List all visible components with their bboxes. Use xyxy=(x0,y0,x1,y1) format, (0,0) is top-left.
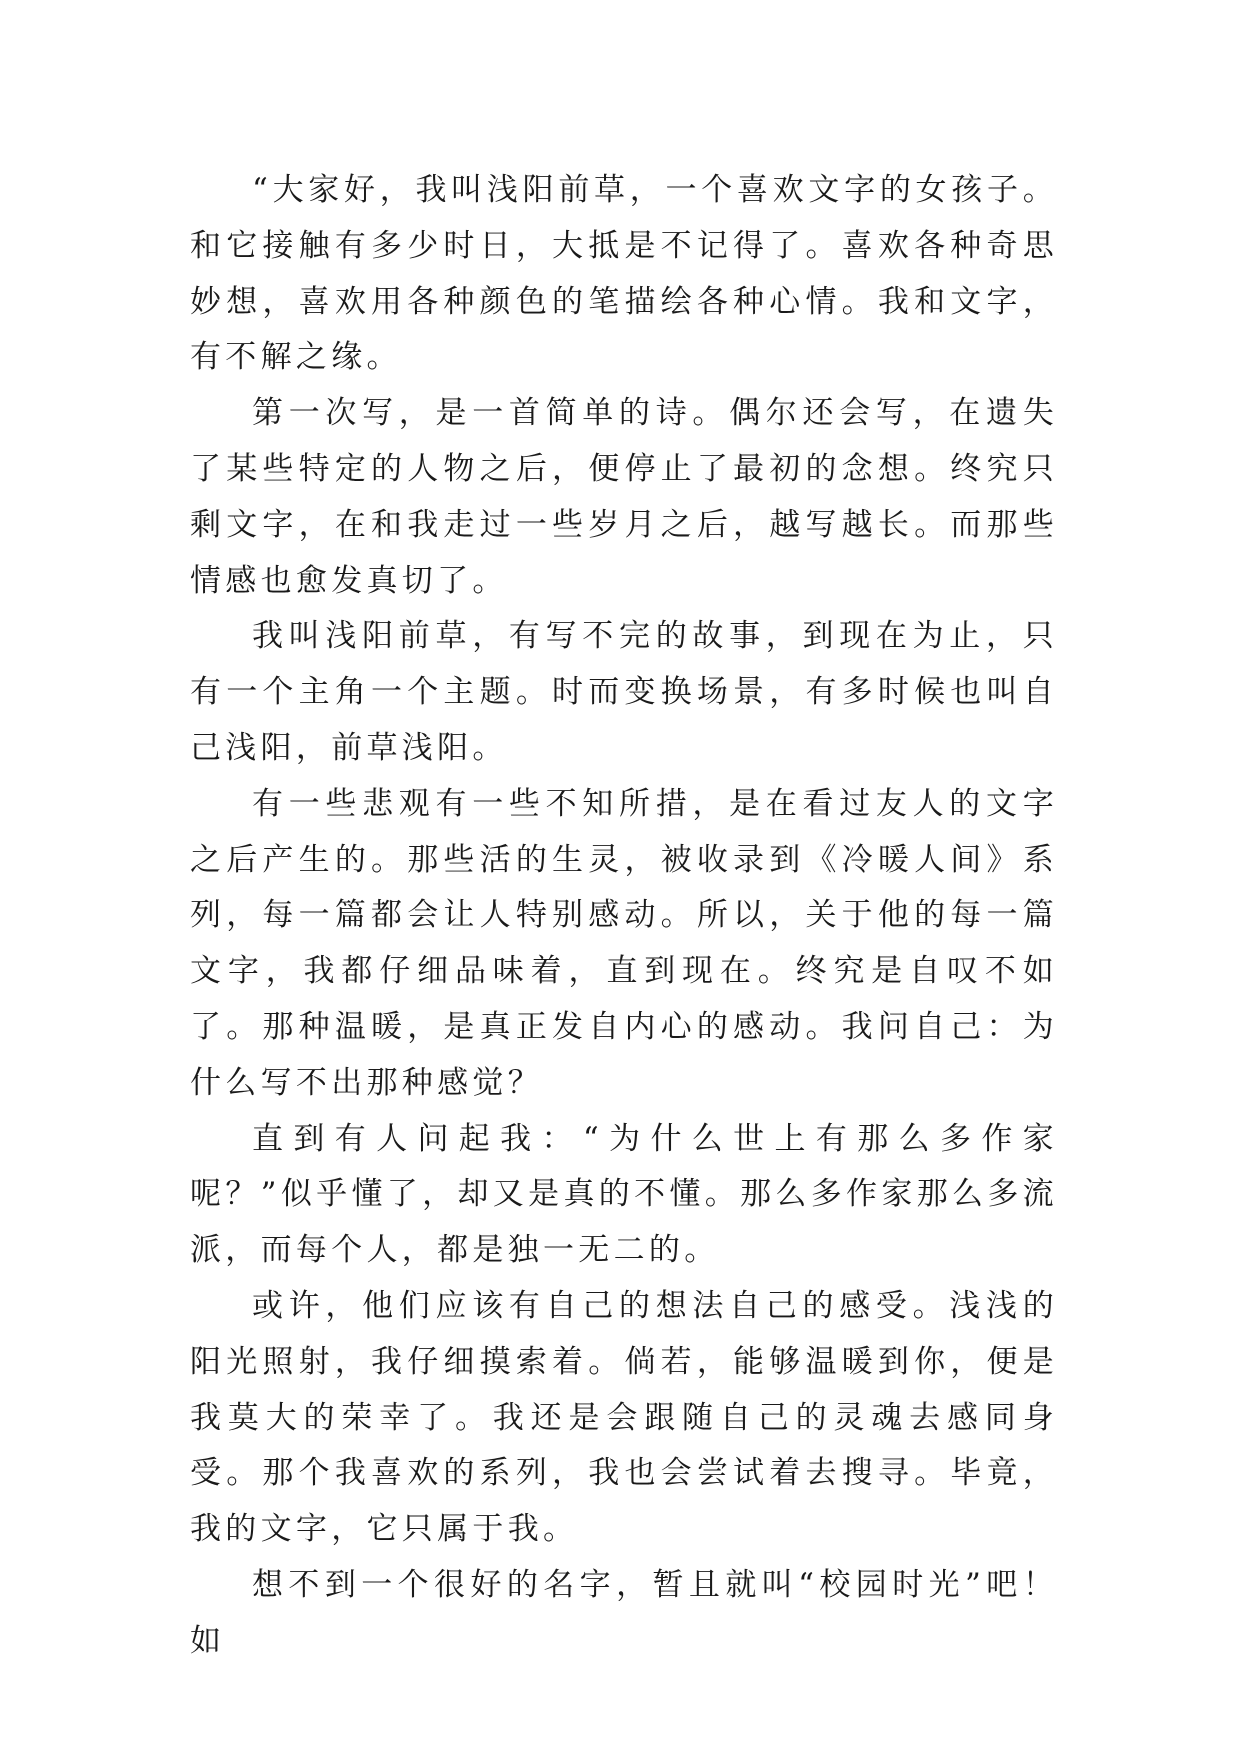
paragraph: 直到有人问起我：“为什么世上有那么多作家呢？”似乎懂了，却又是真的不懂。那么多作家那么多流派，而每个人，都是独一无二的。 xyxy=(190,1120,1058,1269)
paragraph: 有一些悲观有一些不知所措，是在看过友人的文字之后产生的。那些活的生灵，被收录到《冷暖人间》系列，每一篇都会让人特别感动。所以，关于他的每一篇文字，我都仔细品味着，直到现在。终究是自叹不如了。那种温暖，是真正发自内心的感动。我问自己：为什么写不出那种感觉？ xyxy=(190,785,1058,1101)
paragraph: 第一次写，是一首简单的诗。偶尔还会写，在遗失了某些特定的人物之后，便停止了最初的念想。终究只剩文字，在和我走过一些岁月之后，越写越长。而那些情感也愈发真切了。 xyxy=(190,395,1058,599)
paragraph: 或许，他们应该有自己的想法自己的感受。浅浅的阳光照射，我仔细摸索着。倘若，能够温暖到你，便是我莫大的荣幸了。我还是会跟随自己的灵魂去感同身受。那个我喜欢的系列，我也会尝试着去搜寻。毕竟，我的文字，它只属于我。 xyxy=(190,1287,1058,1548)
paragraph: 想不到一个很好的名字，暂且就叫“校园时光”吧！如 xyxy=(190,1566,1058,1659)
paragraph: 我叫浅阳前草，有写不完的故事，到现在为止，只有一个主角一个主题。时而变换场景，有多时候也叫自己浅阳，前草浅阳。 xyxy=(190,618,1058,766)
paragraph: “大家好，我叫浅阳前草，一个喜欢文字的女孩子。和它接触有多少时日，大抵是不记得了。喜欢各种奇思妙想，喜欢用各种颜色的笔描绘各种心情。我和文字，有不解之缘。 xyxy=(190,172,1058,376)
document-body xyxy=(190,163,1058,1670)
